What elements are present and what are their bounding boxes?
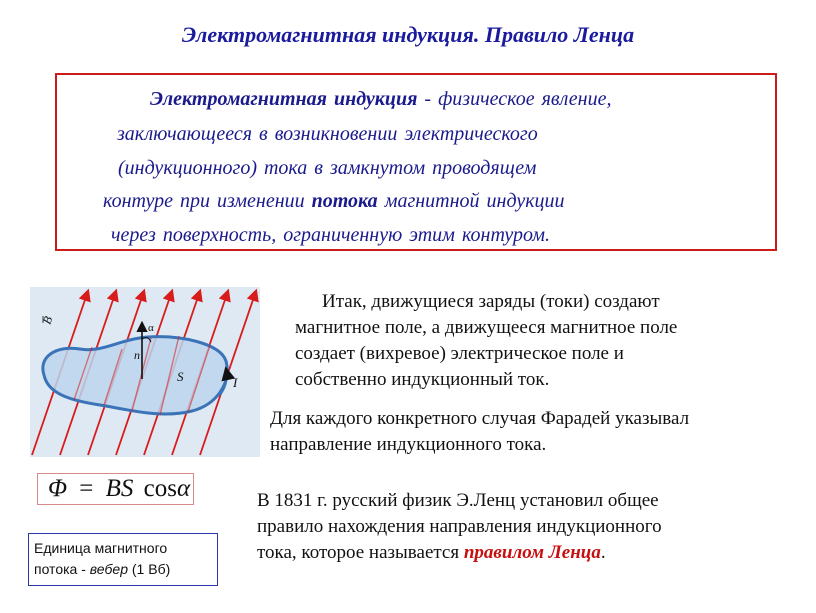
flux-diagram [30,287,260,457]
paragraph-1-line-1: Итак, движущиеся заряды (токи) создают [322,291,660,312]
definition-box [55,73,777,251]
magnetic-flux-illustration [30,287,260,457]
unit-box-line-2-post: (1 Вб) [131,561,171,577]
definition-line-1-rest: физическое явление, [438,88,612,110]
label-alpha: α [148,322,154,334]
paragraph-3-line-3 [257,540,797,566]
unit-weber: вебер [89,561,128,577]
page-title: Электромагнитная индукция. Правило Ленца [181,22,635,47]
definition-dash: - [424,88,432,110]
paragraph-2-line-2: направление индукционного тока. [270,434,547,455]
flux-formula [37,473,194,505]
formula-equals: = [79,475,94,502]
paragraph-3-line-2: правило нахождения направления индукционного [257,516,662,537]
paragraph-1-line-2: магнитное поле, а движущееся магнитное поле [295,317,678,338]
formula-bs: BS [105,475,134,502]
lenz-rule-term: правилом Ленца [463,542,601,563]
definition-line-4-pre: контуре при изменении [103,190,305,212]
paragraph-1-line-4: собственно индукционный ток. [295,369,550,390]
paragraph-3-line-3-pre: тока, которое называется [257,542,460,563]
label-b: B [39,314,56,327]
unit-box-line-2-pre: потока - [34,561,86,577]
formula-alpha: α [177,475,191,502]
flux-unit-box [28,533,218,586]
label-n: n [134,348,140,362]
paragraph-lenz [257,488,797,566]
definition-line-2: заключающееся в возникновении электрического [117,123,538,145]
paragraph-faraday [270,406,800,458]
paragraph-1-line-3: создает (вихревое) электрическое поле и [295,343,624,364]
label-i: I [233,375,238,390]
definition-line-1 [150,88,611,111]
definition-line-4-post: магнитной индукции [384,190,565,212]
definition-line-3: (индукционного) тока в замкнутом проводящем [118,157,537,179]
paragraph-induction-summary [295,289,795,393]
definition-line-5: через поверхность, ограниченную этим контуром. [111,224,551,246]
unit-box-line-1: Единица магнитного [34,540,168,556]
paragraph-2-line-1: Для каждого конкретного случая Фарадей указывал [270,408,690,429]
definition-line-4 [103,190,565,213]
label-s: S [177,369,184,384]
paragraph-3-line-1: В 1831 г. русский физик Э.Ленц установил общее [257,490,659,511]
paragraph-3-line-3-post: . [600,542,606,563]
definition-term: Электромагнитная индукция [150,88,418,110]
formula-cos: cos [143,475,177,502]
formula-phi: Φ [48,475,68,502]
unit-box-line-2 [34,559,217,580]
definition-flux-word: потока [311,190,378,212]
